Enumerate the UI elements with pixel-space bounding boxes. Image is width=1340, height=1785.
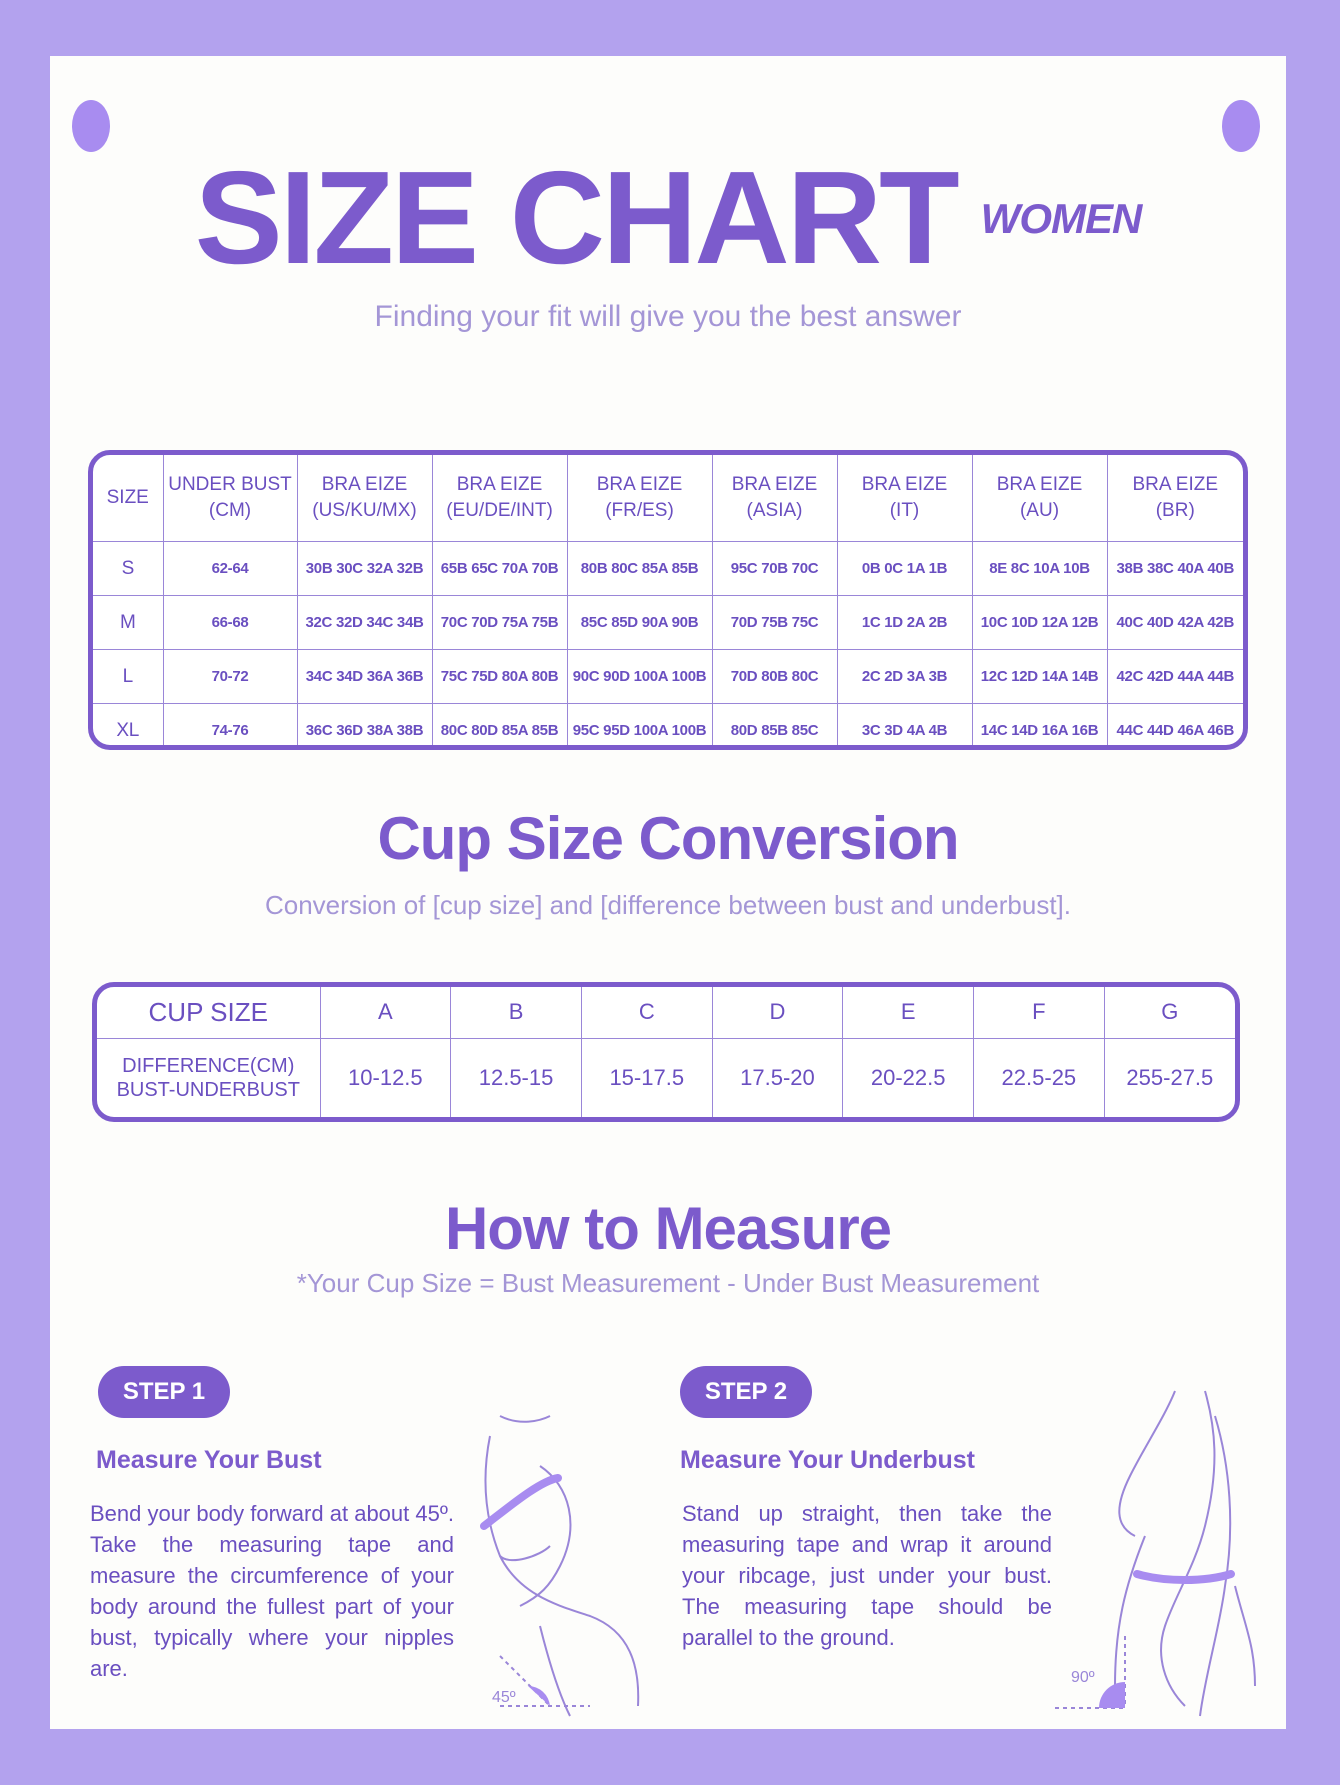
table-cell: 32C 32D 34C 34B [297, 596, 432, 650]
cup-table [97, 987, 1235, 1117]
table-cell: 74-76 [163, 704, 297, 751]
table-cell: M [93, 596, 163, 650]
header-text: BRA EIZE [456, 474, 543, 495]
header-asia [712, 455, 837, 542]
table-cell: 10C 10D 12A 12B [972, 596, 1107, 650]
difference-cell: 22.5-25 [974, 1038, 1105, 1117]
difference-cell: 12.5-15 [451, 1038, 582, 1117]
table-cell: 85C 85D 90A 90B [567, 596, 712, 650]
table-cell: 75C 75D 80A 80B [432, 650, 567, 704]
cup-size-label: CUP SIZE [97, 987, 320, 1038]
measure-section-title: How to Measure [444, 1195, 892, 1262]
header-text: (BR) [1155, 500, 1195, 521]
table-cell: 3C 3D 4A 4B [837, 704, 972, 751]
header-it [837, 455, 972, 542]
table-cell: 42C 42D 44A 44B [1107, 650, 1243, 704]
table-cell: 65B 65C 70A 70B [432, 542, 567, 596]
table-cell: 70D 75B 75C [712, 596, 837, 650]
table-cell: 36C 36D 38A 38B [297, 704, 432, 751]
cup-section-title: Cup Size Conversion [377, 805, 959, 872]
table-cell: XL [93, 704, 163, 751]
decorative-dot-right [1222, 100, 1260, 152]
cup-section-note: Conversion of [cup size] and [difference between bust and underbust]. [264, 890, 1072, 920]
tagline: Finding your fit will give you the best answer [374, 300, 962, 333]
table-cell: 0B 0C 1A 1B [837, 542, 972, 596]
difference-cell: 17.5-20 [712, 1038, 843, 1117]
header-underbust [163, 455, 297, 542]
difference-cell: 255-27.5 [1104, 1038, 1235, 1117]
table-cell: 95C 70B 70C [712, 542, 837, 596]
angle-label: 90º [1071, 1669, 1095, 1686]
size-chart-sheet [50, 56, 1286, 1729]
bust-measure-figure [480, 1406, 680, 1736]
header-text: (ASIA) [746, 500, 803, 521]
measuring-tape [484, 1478, 558, 1526]
cup-cell: F [974, 987, 1105, 1038]
table-cell: L [93, 650, 163, 704]
table-row [93, 650, 1243, 704]
measuring-tape [1137, 1574, 1231, 1580]
step2-title: Measure Your Underbust [680, 1446, 975, 1474]
header-au [972, 455, 1107, 542]
table-cell: 80B 80C 85A 85B [567, 542, 712, 596]
header-text: UNDER BUST [168, 474, 292, 495]
difference-cell: 20-22.5 [843, 1038, 974, 1117]
header-text: BRA EIZE [861, 474, 948, 495]
table-cell: 40C 40D 42A 42B [1107, 596, 1243, 650]
cup-cell: C [581, 987, 712, 1038]
table-cell: 70-72 [163, 650, 297, 704]
header-text: (CM) [208, 500, 252, 521]
table-cell: 34C 34D 36A 36B [297, 650, 432, 704]
header-us [297, 455, 432, 542]
page-title [50, 144, 1286, 291]
difference-label-line: DIFFERENCE(CM) [122, 1054, 295, 1077]
header-text: BRA EIZE [731, 474, 818, 495]
header-text: (EU/DE/INT) [446, 500, 553, 521]
difference-label [97, 1038, 320, 1117]
header-text: (FR/ES) [605, 500, 674, 521]
size-table-header-row [93, 455, 1243, 542]
table-cell: S [93, 542, 163, 596]
header-text: SIZE [106, 487, 149, 508]
table-cell: 14C 14D 16A 16B [972, 704, 1107, 751]
header-text: BRA EIZE [596, 474, 683, 495]
table-cell: 44C 44D 46A 46B [1107, 704, 1243, 751]
table-row [93, 542, 1243, 596]
cup-cell: G [1104, 987, 1235, 1038]
size-table-frame [88, 450, 1248, 750]
angle-marker [528, 1686, 550, 1706]
table-cell: 80D 85B 85C [712, 704, 837, 751]
size-table [93, 455, 1243, 750]
header-text: (IT) [889, 500, 920, 521]
cup-cell: D [712, 987, 843, 1038]
table-cell: 70D 80B 80C [712, 650, 837, 704]
header-eu [432, 455, 567, 542]
table-cell: 80C 80D 85A 85B [432, 704, 567, 751]
step1-text: Bend your body forward at about 45º. Take the measuring tape and measure the circumference of your body around the fullest part of your bust, typically where your nipples are. [90, 1501, 454, 1681]
measure-section-note: *Your Cup Size = Bust Measurement - Under Bust Measurement [296, 1268, 1040, 1298]
header-text: (US/KU/MX) [312, 500, 417, 521]
angle-marker [1099, 1682, 1125, 1708]
cup-row [97, 987, 1235, 1038]
table-row [93, 596, 1243, 650]
step2-pill: STEP 2 [680, 1366, 812, 1418]
header-br [1107, 455, 1243, 542]
step1-title: Measure Your Bust [96, 1446, 322, 1474]
table-cell: 70C 70D 75A 75B [432, 596, 567, 650]
header-fr [567, 455, 712, 542]
cup-cell: A [320, 987, 451, 1038]
title-main: SIZE CHART [194, 144, 957, 291]
table-cell: 62-64 [163, 542, 297, 596]
difference-label-line: BUST-UNDERBUST [116, 1078, 300, 1101]
table-cell: 12C 12D 14A 14B [972, 650, 1107, 704]
difference-cell: 15-17.5 [581, 1038, 712, 1117]
table-cell: 2C 2D 3A 3B [837, 650, 972, 704]
difference-cell: 10-12.5 [320, 1038, 451, 1117]
header-text: (AU) [1019, 500, 1060, 521]
step1-pill: STEP 1 [98, 1366, 230, 1418]
header-size [93, 455, 163, 542]
difference-row [97, 1038, 1235, 1117]
header-text: BRA EIZE [996, 474, 1083, 495]
cup-cell: B [451, 987, 582, 1038]
header-text: BRA EIZE [321, 474, 408, 495]
decorative-dot-left [72, 100, 110, 152]
table-cell: 90C 90D 100A 100B [567, 650, 712, 704]
step2-text: Stand up straight, then take the measuring tape and wrap it around your ribcage, just under your bust. The measuring tape should be parallel to the ground. [682, 1501, 1052, 1650]
angle-label: 45º [492, 1689, 516, 1706]
table-cell: 1C 1D 2A 2B [837, 596, 972, 650]
cup-cell: E [843, 987, 974, 1038]
underbust-measure-figure [1055, 1386, 1265, 1726]
table-cell: 95C 95D 100A 100B [567, 704, 712, 751]
header-text: BRA EIZE [1132, 474, 1219, 495]
title-subtitle: WOMEN [980, 195, 1142, 242]
table-cell: 38B 38C 40A 40B [1107, 542, 1243, 596]
table-cell: 8E 8C 10A 10B [972, 542, 1107, 596]
table-cell: 30B 30C 32A 32B [297, 542, 432, 596]
table-row [93, 704, 1243, 751]
cup-table-frame [92, 982, 1240, 1122]
table-cell: 66-68 [163, 596, 297, 650]
